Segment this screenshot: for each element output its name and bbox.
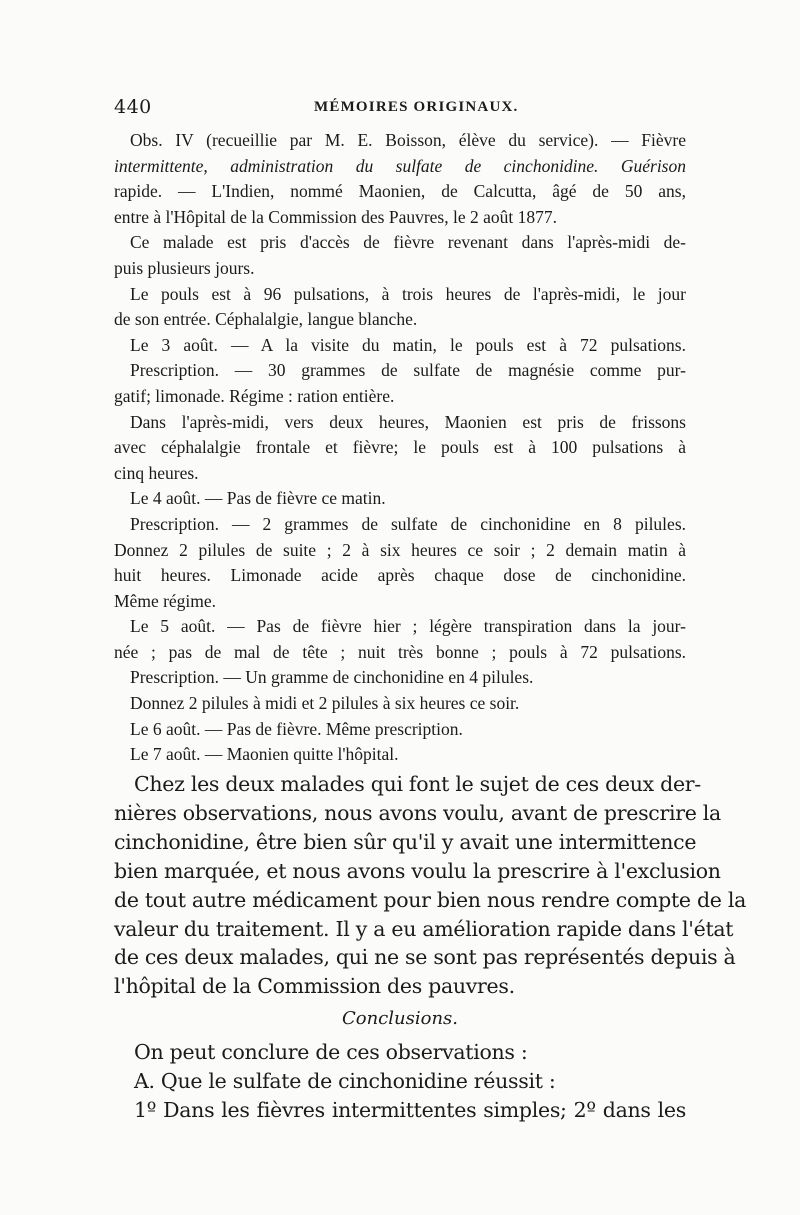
observation-line: Le 5 août. — Pas de fièvre hier ; légère transpiration dans la jour- xyxy=(130,616,686,637)
observation-line: gatif; limonade. Régime : ration entière. xyxy=(114,385,395,406)
discussion-line: valeur du traitement. Il y a eu amélioration rapide dans l'état xyxy=(114,916,734,941)
observation-line: Prescription. — Un gramme de cinchonidine en 4 pilules. xyxy=(130,667,534,688)
conclusions-line: 1º Dans les fièvres intermittentes simples; 2º dans les xyxy=(134,1098,686,1122)
observation-line: Prescription. — 30 grammes de sulfate de magnésie comme pur- xyxy=(130,360,686,381)
observation-line: Donnez 2 pilules de suite ; 2 à six heures ce soir ; 2 demain matin à xyxy=(114,539,686,560)
discussion-line: Chez les deux malades qui font le sujet de ces deux der- xyxy=(134,772,701,796)
discussion-line: de ces deux malades, qui ne se sont pas représentés depuis à xyxy=(114,945,736,970)
observation-line: cinq heures. xyxy=(114,462,199,483)
discussion-line: nières observations, nous avons voulu, avant de prescrire la xyxy=(114,800,721,825)
observation-line: Prescription. — 2 grammes de sulfate de cinchonidine en 8 pilules. xyxy=(130,513,686,534)
observation-line: née ; pas de mal de tête ; nuit très bonne ; pouls à 72 pulsations. xyxy=(114,641,686,662)
observation-line: entre à l'Hôpital de la Commission des Pauvres, le 2 août 1877. xyxy=(114,206,558,227)
discussion-paragraph xyxy=(114,770,747,1001)
observation-line: puis plusieurs jours. xyxy=(114,257,255,278)
discussion-line: bien marquée, et nous avons voulu la prescrire à l'exclusion xyxy=(114,858,721,883)
observation-line: Le 6 août. — Pas de fièvre. Même prescription. xyxy=(130,718,463,739)
conclusions-heading: Conclusions. xyxy=(341,1008,458,1029)
observation-line: intermittente, administration du sulfate de cinchonidine. Guérison xyxy=(114,155,686,176)
observation-iv xyxy=(114,128,686,768)
observation-line: Donnez 2 pilules à midi et 2 pilules à six heures ce soir. xyxy=(130,693,520,714)
observation-line: Le 3 août. — A la visite du matin, le pouls est à 72 pulsations. xyxy=(130,334,686,355)
observation-line: Le 7 août. — Maonien quitte l'hôpital. xyxy=(130,744,399,765)
page-number: 440 xyxy=(114,96,152,118)
conclusions-paragraph xyxy=(114,1038,686,1125)
observation-line: avec céphalalgie frontale et fièvre; le pouls est à 100 pulsations à xyxy=(114,437,686,458)
running-head: MÉMOIRES ORIGINAUX. xyxy=(314,99,519,115)
observation-line: huit heures. Limonade acide après chaque dose de cinchonidine. xyxy=(114,565,686,586)
observation-line: Dans l'après-midi, vers deux heures, Maonien est pris de frissons xyxy=(130,411,686,432)
observation-line: Le 4 août. — Pas de fièvre ce matin. xyxy=(130,488,386,509)
observation-line: Le pouls est à 96 pulsations, à trois heures de l'après-midi, le jour xyxy=(130,283,686,304)
discussion-line: de tout autre médicament pour bien nous rendre compte de la xyxy=(114,887,747,912)
observation-line: Obs. IV (recueillie par M. E. Boisson, élève du service). — Fièvre xyxy=(130,130,686,150)
observation-line: Même régime. xyxy=(114,590,217,611)
observation-line: Ce malade est pris d'accès de fièvre revenant dans l'après-midi de- xyxy=(130,232,686,253)
discussion-line: l'hôpital de la Commission des pauvres. xyxy=(114,974,515,999)
discussion-line: cinchonidine, être bien sûr qu'il y avait une intermittence xyxy=(114,829,697,854)
observation-line: rapide. — L'Indien, nommé Maonien, de Calcutta, âgé de 50 ans, xyxy=(114,181,686,202)
page-header xyxy=(114,96,694,126)
conclusions-line: A. Que le sulfate de cinchonidine réussit : xyxy=(134,1069,556,1093)
conclusions-line: On peut conclure de ces observations : xyxy=(134,1040,528,1064)
observation-line: de son entrée. Céphalalgie, langue blanche. xyxy=(114,309,418,330)
